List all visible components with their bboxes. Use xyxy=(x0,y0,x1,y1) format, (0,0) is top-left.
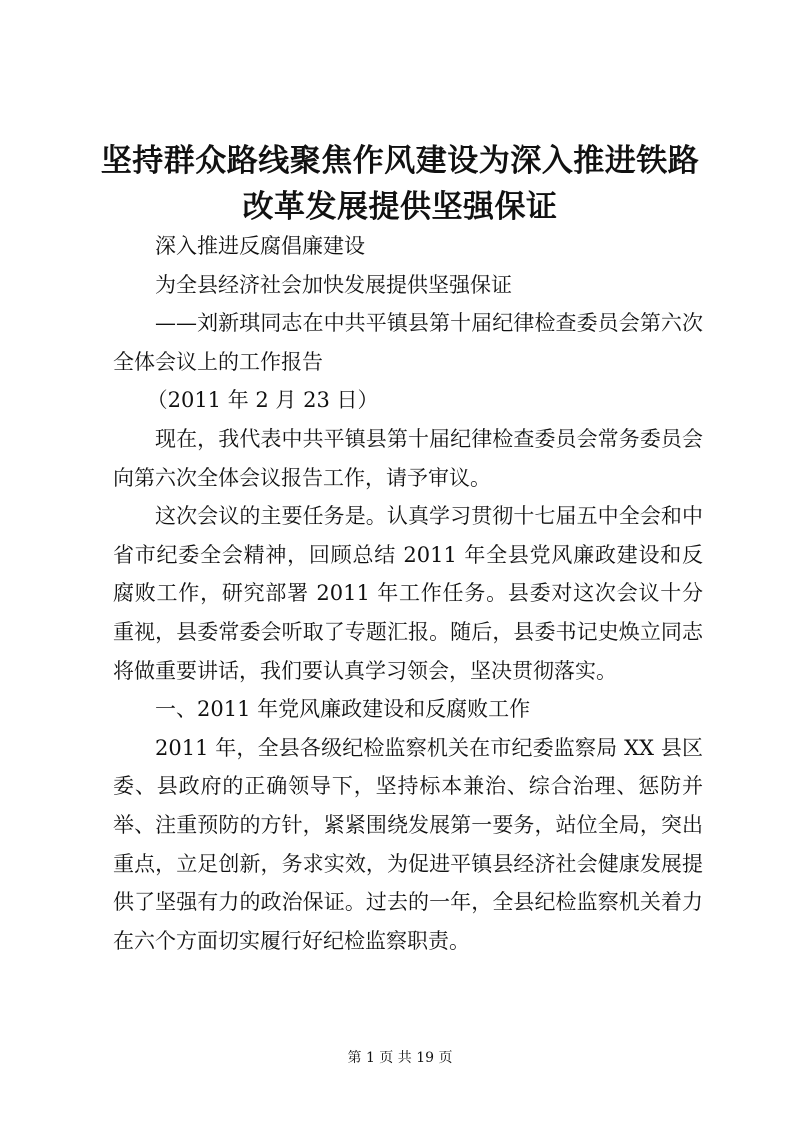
paragraph-review: 2011 年，全县各级纪检监察机关在市纪委监察局 XX 县区委、县政府的正确领导下，坚持标本兼治、综合治理、惩防并举、注重预防的方针，紧紧围绕发展第一要务，站位全局，突出重点，立足创新，务求实效，为促进平镇县经济社会健康发展提供了坚强有力的政治保证。过去的一年，全县纪检监察机关着力在六个方面切实履行好纪检监察职责。 xyxy=(113,735,703,953)
document-body xyxy=(113,227,703,960)
page-number-footer: 第 1 页 共 19 页 xyxy=(347,1050,453,1066)
paragraph-byline: ——刘新琪同志在中共平镇县第十届纪律检查委员会第六次全体会议上的工作报告 xyxy=(113,311,703,374)
document-title: 坚持群众路线聚焦作风建设为深入推进铁路改革发展提供坚强保证 xyxy=(100,143,700,225)
paragraph-opening: 现在，我代表中共平镇县第十届纪律检查委员会常务委员会向第六次全体会议报告工作，请予审议。 xyxy=(113,426,703,490)
paragraph-subtitle-1: 深入推进反腐倡廉建设 xyxy=(155,234,365,258)
section-heading-1: 一、2011 年党风廉政建设和反腐败工作 xyxy=(155,697,531,722)
paragraph-date: （2011 年 2 月 23 日） xyxy=(146,388,379,413)
paragraph-subtitle-2: 为全县经济社会加快发展提供坚强保证 xyxy=(155,272,512,297)
paragraph-tasks: 这次会议的主要任务是。认真学习贯彻十七届五中全会和中省市纪委全会精神，回顾总结 2011 年全县党风廉政建设和反腐败工作，研究部署 2011 年工作任务。县委对这次会议十分重视，县委常委会听取了专题汇报。随后，县委书记史焕立同志将做重要讲话，我们要认真学习领会，坚决贯彻落实。 xyxy=(113,504,703,683)
